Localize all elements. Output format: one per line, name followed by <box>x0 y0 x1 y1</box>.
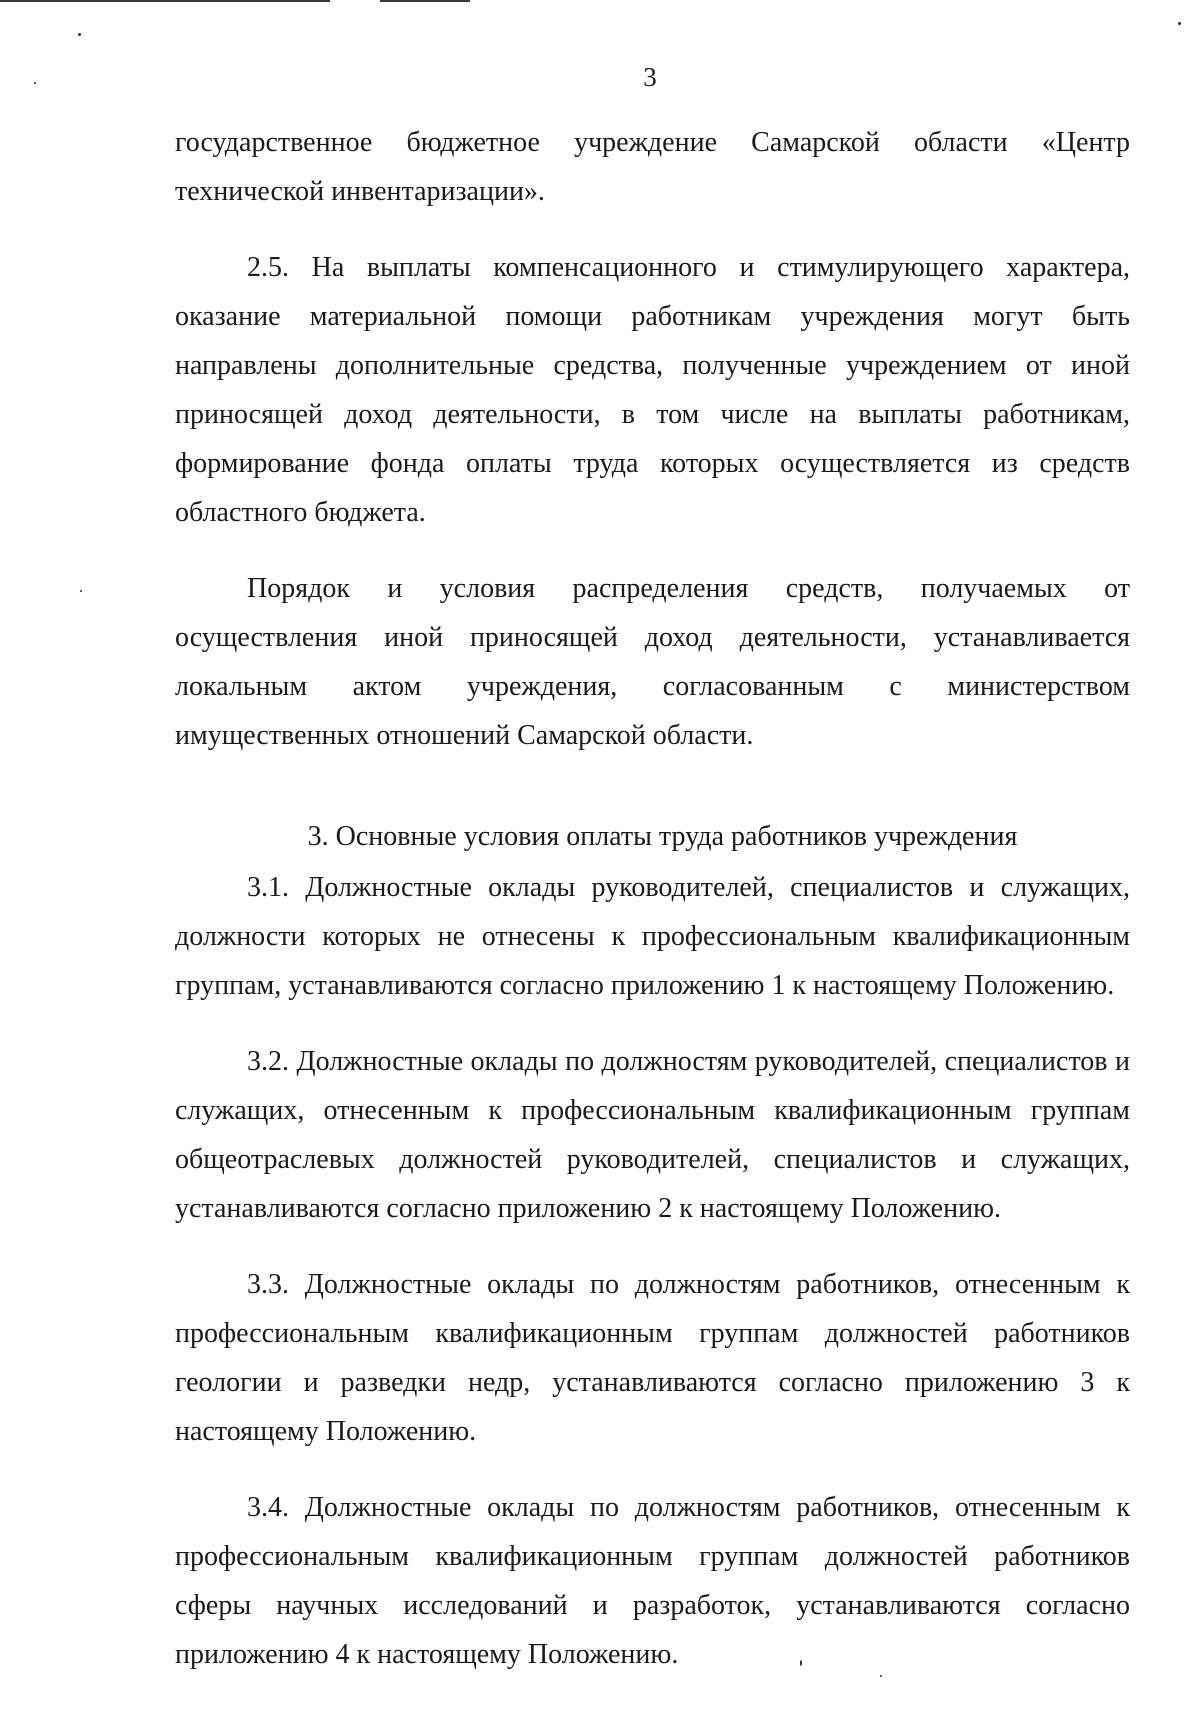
section-heading: 3. Основные условия оплаты труда работников учреждения <box>307 821 1018 852</box>
paragraph-gap <box>175 216 1130 243</box>
paragraph-gap <box>175 1010 1130 1037</box>
scan-speck <box>80 590 82 592</box>
paragraph-gap <box>175 537 1130 564</box>
paragraph-3-2: 3.2. Должностные оклады по должностям руководителей, специалистов и служащих, отнесенным к профессиональным квалификационным группам общеотраслевых должностей руководителей, специалистов и служащих, устанавливаются согласно приложению 2 к настоящему Положению. <box>175 1046 1130 1224</box>
page-number: 3 <box>643 62 657 92</box>
scan-speck <box>1178 22 1181 25</box>
paragraph-2-5: 2.5. На выплаты компенсационного и стимулирующего характера, оказание материальной помощи работникам учреждения могут быть направлены дополнительные средства, полученные учреждением от иной приносящей доход деятельности, в том числе на выплаты работникам, формирование фонда оплаты труда которых осуществляется из средств областного бюджета. <box>175 252 1130 528</box>
paragraph-3-3: 3.3. Должностные оклады по должностям работников, отнесенным к профессиональным квалификационным группам должностей работников геологии и разведки недр, устанавливаются согласно приложению 3 к настоящему Положению. <box>175 1269 1130 1447</box>
paragraph-procedure: Порядок и условия распределения средств, получаемых от осуществления иной приносящей доход деятельности, устанавливается локальным актом учреждения, согласованным с министерством имущественных отношений Самарской области. <box>175 573 1130 751</box>
paragraph-3-4: 3.4. Должностные оклады по должностям работников, отнесенным к профессиональным квалификационным группам должностей работников сферы научных исследований и разработок, устанавливаются согласно приложению 4 к настоящему Положению. <box>175 1492 1130 1670</box>
paragraph-gap <box>175 1456 1130 1483</box>
paragraph-continuation: государственное бюджетное учреждение Самарской области «Центр технической инвентаризации». <box>175 127 1130 207</box>
paragraph-gap <box>175 1233 1130 1260</box>
paragraph-3-1: 3.1. Должностные оклады руководителей, специалистов и служащих, должности которых не отнесены к профессиональным квалификационным группам, устанавливаются согласно приложению 1 к настоящему Положению. <box>175 872 1130 1001</box>
scan-edge-right <box>380 0 470 2</box>
scan-speck <box>78 33 81 36</box>
document-body <box>175 118 1130 1679</box>
paragraph-gap <box>175 760 1130 812</box>
scan-edge-left <box>0 0 330 2</box>
